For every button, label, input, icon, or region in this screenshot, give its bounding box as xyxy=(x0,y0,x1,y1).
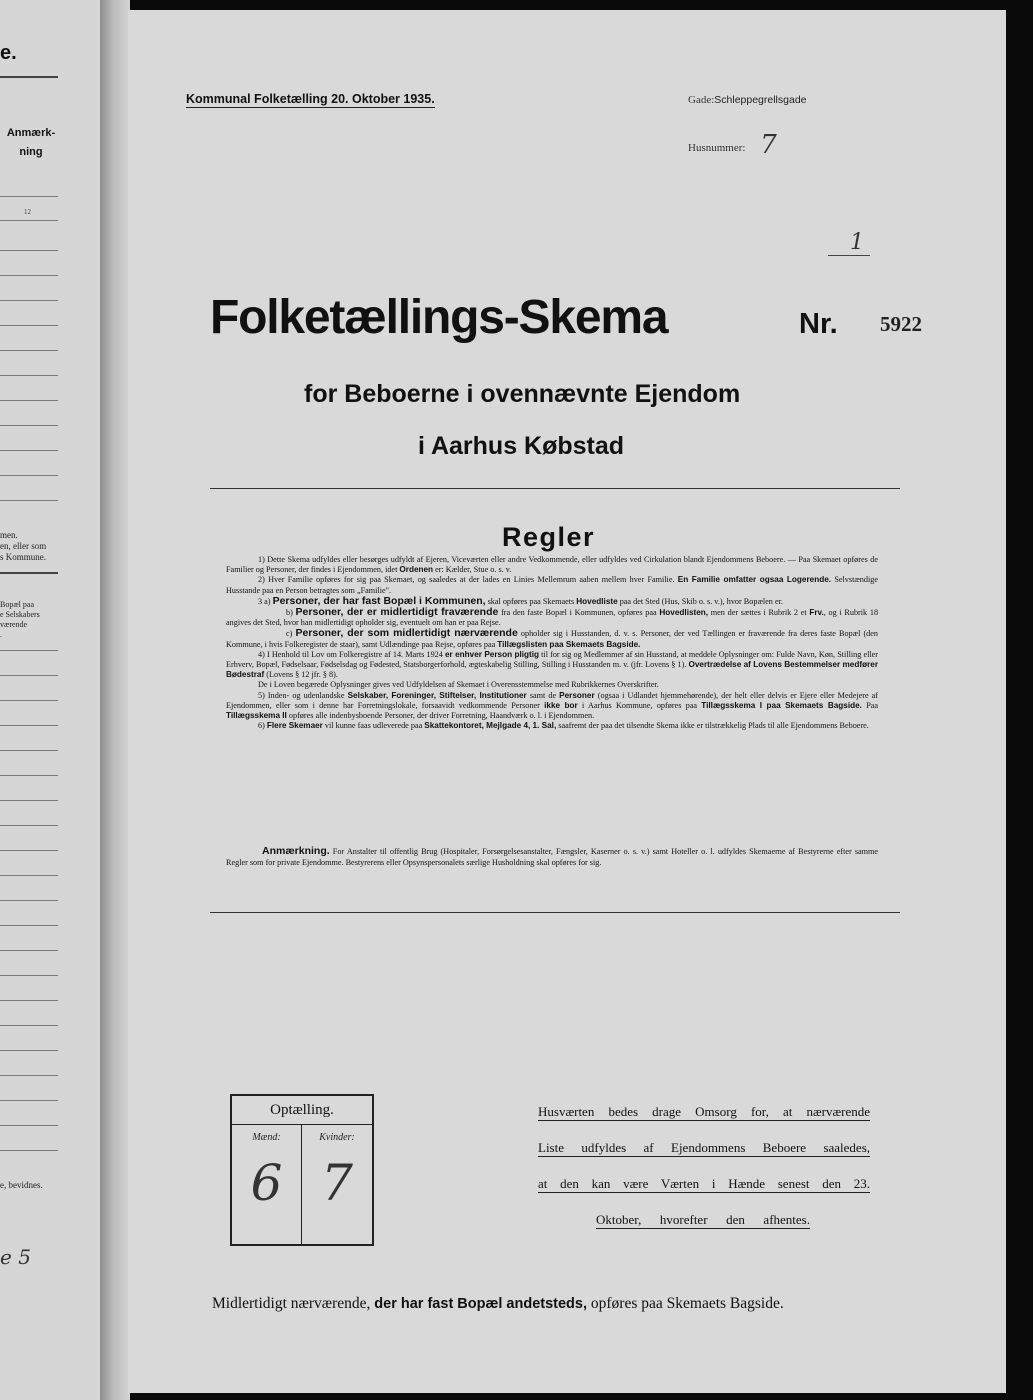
rules-text xyxy=(226,555,878,731)
left-note-3: e, bevidnes. xyxy=(0,1180,43,1190)
count-men-value: 6 xyxy=(250,1154,283,1212)
census-title: Kommunal Folketælling 20. Oktober 1935. xyxy=(186,92,435,106)
notice-line-3: at den kan være Værten i Hænde senest den 23. xyxy=(538,1176,870,1191)
footer-post: opføres paa Skemaets Bagside. xyxy=(590,1295,784,1312)
census-form-page xyxy=(128,10,1006,1393)
footer-pre: Midlertidigt nærværende, xyxy=(212,1295,371,1312)
house-field xyxy=(688,128,777,158)
left-handwritten: e 5 xyxy=(0,1245,31,1269)
remark-label: Anmærkning. xyxy=(262,845,330,857)
street-value: Schleppegrellsgade xyxy=(714,94,807,106)
count-box xyxy=(230,1094,374,1246)
notice-line-4: Oktober, hvorefter den afhentes. xyxy=(596,1212,810,1227)
remark-text: For Anstalter til offentlig Brug (Hospitaler, Forsørgelsesanstalter, Fængsler, Kaserner o. s. v.) samt Hoteller o. l. udfyldes Skemaerne af Bestyrerne efter samme Regler som for private Ejendomme. Bestyrerens eller Opsynspersonalets særlige Husholdning skal opføres for sig. xyxy=(226,847,879,867)
left-col-header: Anmærk- ning xyxy=(6,127,56,158)
left-note-1: men. en, eller som s Kommune. xyxy=(0,530,47,562)
remark-paragraph xyxy=(226,846,878,868)
count-women-label: Kvinder: xyxy=(319,1132,355,1143)
street-field xyxy=(688,94,807,106)
left-heading-fragment: e. xyxy=(0,42,17,64)
rule-4: 4) I Henhold til Lov om Folkeregistre af 14. Marts 1924 er enhver Person pligtig til for sig og Medlemmer af sin Husstand, at meddele Oplysninger om: Fulde Navn, Køn, Stilling eller Erhverv, Bopæl, Fødselsaar, Fødselsdag og Fødested, Statsborgerforhold, ægteskabelig Stilling, Stilling i Husstanden m. v. (jfr. Lovens § 1). Overtrædelse af Lovens Bestemmelser medfører Bødestraf (Lovens § 12 jfr. § 8). xyxy=(226,649,879,680)
rule-3b: b) Personer, der er midlertidigt fraværende fra den faste Bopæl i Kommunen, opføres paa Hovedlisten, men der sættes i Rubrik 2 et Frv., og i Rubrik 18 angives det Sted, hvor han midlertidigt opholder sig, eventuelt om han er paa Rejse. xyxy=(226,606,879,628)
form-title: Folketællings-Skema xyxy=(210,291,668,344)
left-note-2: Bopæl paa e Selskabers værende . xyxy=(0,600,40,639)
rule-2: 2) Hver Familie opføres for sig paa Skemaet, og saaledes at der lades en Linies Mellemrum aaben mellem hver Familie. En Familie omfatter ogsaa Logerende. Selvstændige Husstande paa en Person betragtes som „Familie". xyxy=(226,575,878,595)
left-col-number: 12 xyxy=(24,208,31,216)
rule-3a: 3 a) Personer, der har fast Bopæl i Kommunen, skal opføres paa Skemaets Hovedliste paa det Sted (Hus, Skib o. s. v.), hvor Bopælen er. xyxy=(258,594,783,607)
rule-3c: c) Personer, der som midlertidigt nærværende opholder sig i Husstanden, d. v. s. Personer, der ved Tællingen er fraværende fra deres faste Bopæl (den Kommune, i hvis Folkeregister de staar), samt Udlændinge paa Rejse, opføres paa Tillægslisten paa Skemaets Bagside. xyxy=(226,627,879,649)
page-fold xyxy=(100,0,130,1400)
footer-note xyxy=(212,1295,912,1313)
count-box-title: Optælling. xyxy=(232,1096,372,1125)
notice-line-2: Liste udfyldes af Ejendommens Beboere saaledes, xyxy=(538,1140,870,1155)
house-value: 7 xyxy=(760,130,777,160)
rule-1: 1) Dette Skema udfyldes eller besørges udfyldt af Ejeren, Viceværten eller andre Vedkommende, eller udfyldes ved Cirkulation blandt Ejendommens Beboere. — Paa Skemaet opføres de Familier og Personer, der findes i Ejendommen, idet Ordenen er: Kælder, Stue o. s. v. xyxy=(226,555,878,575)
form-nr-value: 5922 xyxy=(880,312,922,336)
title-divider xyxy=(210,488,900,489)
form-subtitle-2: i Aarhus Købstad xyxy=(418,432,625,460)
handwritten-mark: 1 xyxy=(850,230,864,255)
form-subtitle-1: for Beboerne i ovennævnte Ejendom xyxy=(304,380,741,408)
form-nr-label: Nr. xyxy=(799,308,838,340)
street-label: Gade: xyxy=(688,94,715,106)
left-page xyxy=(0,0,100,1400)
count-men-label: Mænd: xyxy=(252,1132,281,1143)
footer-bold: der har fast Bopæl andetsteds, xyxy=(374,1296,588,1312)
remark-divider xyxy=(210,912,900,913)
rule-5: 5) Inden- og udenlandske Selskaber, Foreninger, Stiftelser, Institutioner samt de Personer (ogsaa i Udlandet hjemmehørende), der helt eller delvis er Ejere eller Medejere af Ejendommen, eller som i denne har Forretningslokale, forsaavidt vedkommende Personer ikke bor i Aarhus Kommune, opføres paa Tillægsskema I paa Skemaets Bagside. Paa Tillægsskema II opføres alle indenbysboende Personer, der driver Forretning, Haandværk o. l. i Ejendommen. xyxy=(226,690,879,721)
count-women-value: 7 xyxy=(321,1154,353,1212)
rule-6: 6) Flere Skemaer vil kunne faas udleverede paa Skattekontoret, Mejlgade 4, 1. Sal, saafremt der paa det tilsendte Skema ikke er tilstrækkelig Plads til alle Ejendommens Beboere. xyxy=(258,721,869,731)
notice-line-1: Husværten bedes drage Omsorg for, at nærværende xyxy=(538,1104,870,1119)
rules-heading: Regler xyxy=(502,522,596,552)
rule-4-paragraph-2: De i Loven begærede Oplysninger gives ved Udfyldelsen af Skemaet i Overensstemmelse med Rubrikkernes Overskrifter. xyxy=(258,680,659,690)
house-label: Husnummer: xyxy=(688,142,746,154)
